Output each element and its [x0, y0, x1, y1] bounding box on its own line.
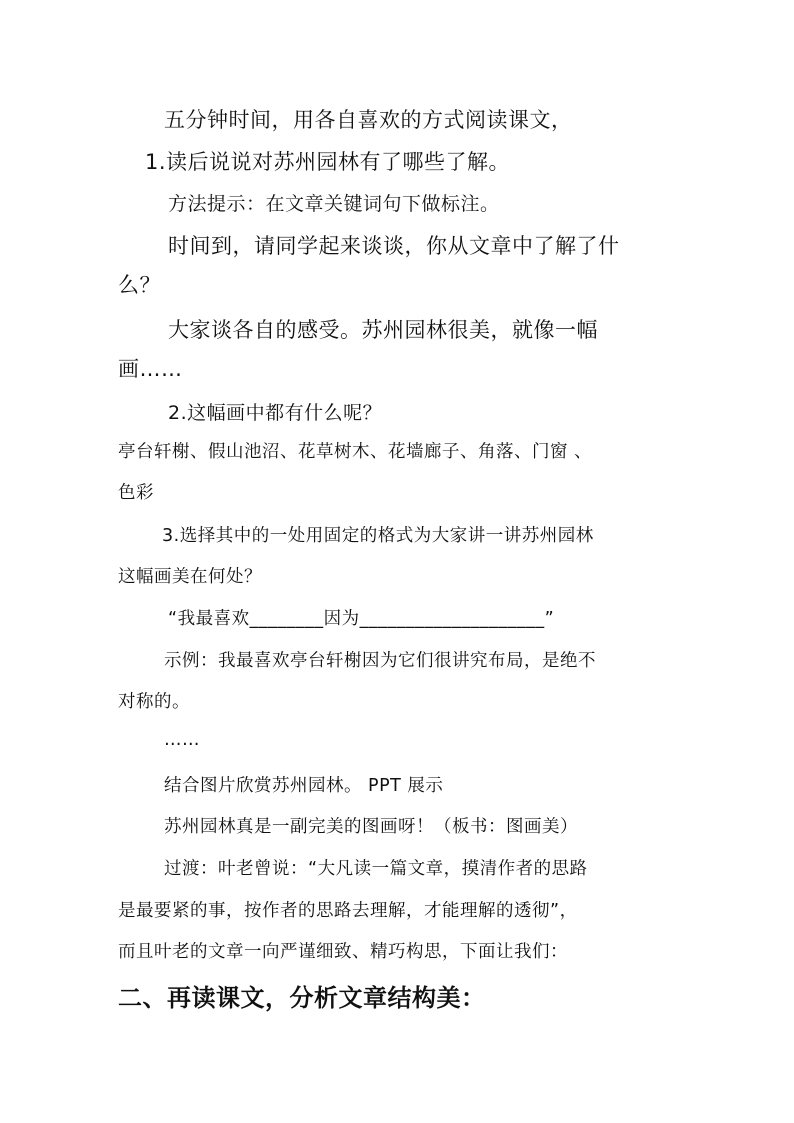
- text-line-question-3: 3.选择其中的一处用固定的格式为大家讲一讲苏州园林: [162, 526, 594, 546]
- text-line-transition: 过渡：叶老曾说：“大凡读一篇文章，摸清作者的思路: [164, 859, 588, 879]
- text-line-example-cont: 对称的。: [118, 692, 190, 712]
- text-line-reading-instruction: 五分钟时间，用各自喜欢的方式阅读课文，: [164, 108, 573, 132]
- text-line-garden-elements-cont: 色彩: [118, 483, 154, 503]
- text-line-question-2: 2.这幅画中都有什么呢？: [168, 402, 383, 424]
- text-line-method-tip: 方法提示：在文章关键词句下做标注。: [168, 193, 500, 215]
- text-line-transition-cont-1: 是最要紧的事，按作者的思路去理解，才能理解的透彻”，: [118, 901, 578, 921]
- text-line-feelings-cont: 画……: [118, 357, 183, 381]
- text-line-time-up-cont: 么？: [118, 273, 161, 297]
- text-line-board-writing: 苏州园林真是一副完美的图画呀！（板书：图画美）: [164, 817, 578, 837]
- text-line-example: 示例：我最喜欢亭台轩榭因为它们很讲究布局，是绝不: [164, 651, 596, 671]
- text-line-feelings: 大家谈各自的感受。苏州园林很美，就像一幅: [168, 318, 598, 342]
- text-line-fill-template: “我最喜欢________因为____________________”: [168, 609, 555, 629]
- text-line-garden-elements: 亭台轩榭、假山池沼、花草树木、花墙廊子、角落、门窗 、: [118, 442, 593, 462]
- section-heading: 二、再读课文，分析文章结构美：: [118, 983, 486, 1012]
- text-line-question-1: 1.读后说说对苏州园林有了哪些了解。: [145, 150, 511, 174]
- text-line-transition-cont-2: 而且叶老的文章一向严谨细致、精巧构思，下面让我们：: [118, 942, 568, 962]
- text-line-time-up: 时间到，请同学起来谈谈，你从文章中了解了什: [168, 234, 620, 258]
- text-line-question-3-cont: 这幅画美在何处？: [118, 567, 262, 587]
- text-line-ppt-show: 结合图片欣赏苏州园林。 PPT 展示: [164, 776, 444, 796]
- text-line-ellipsis: ……: [164, 730, 200, 750]
